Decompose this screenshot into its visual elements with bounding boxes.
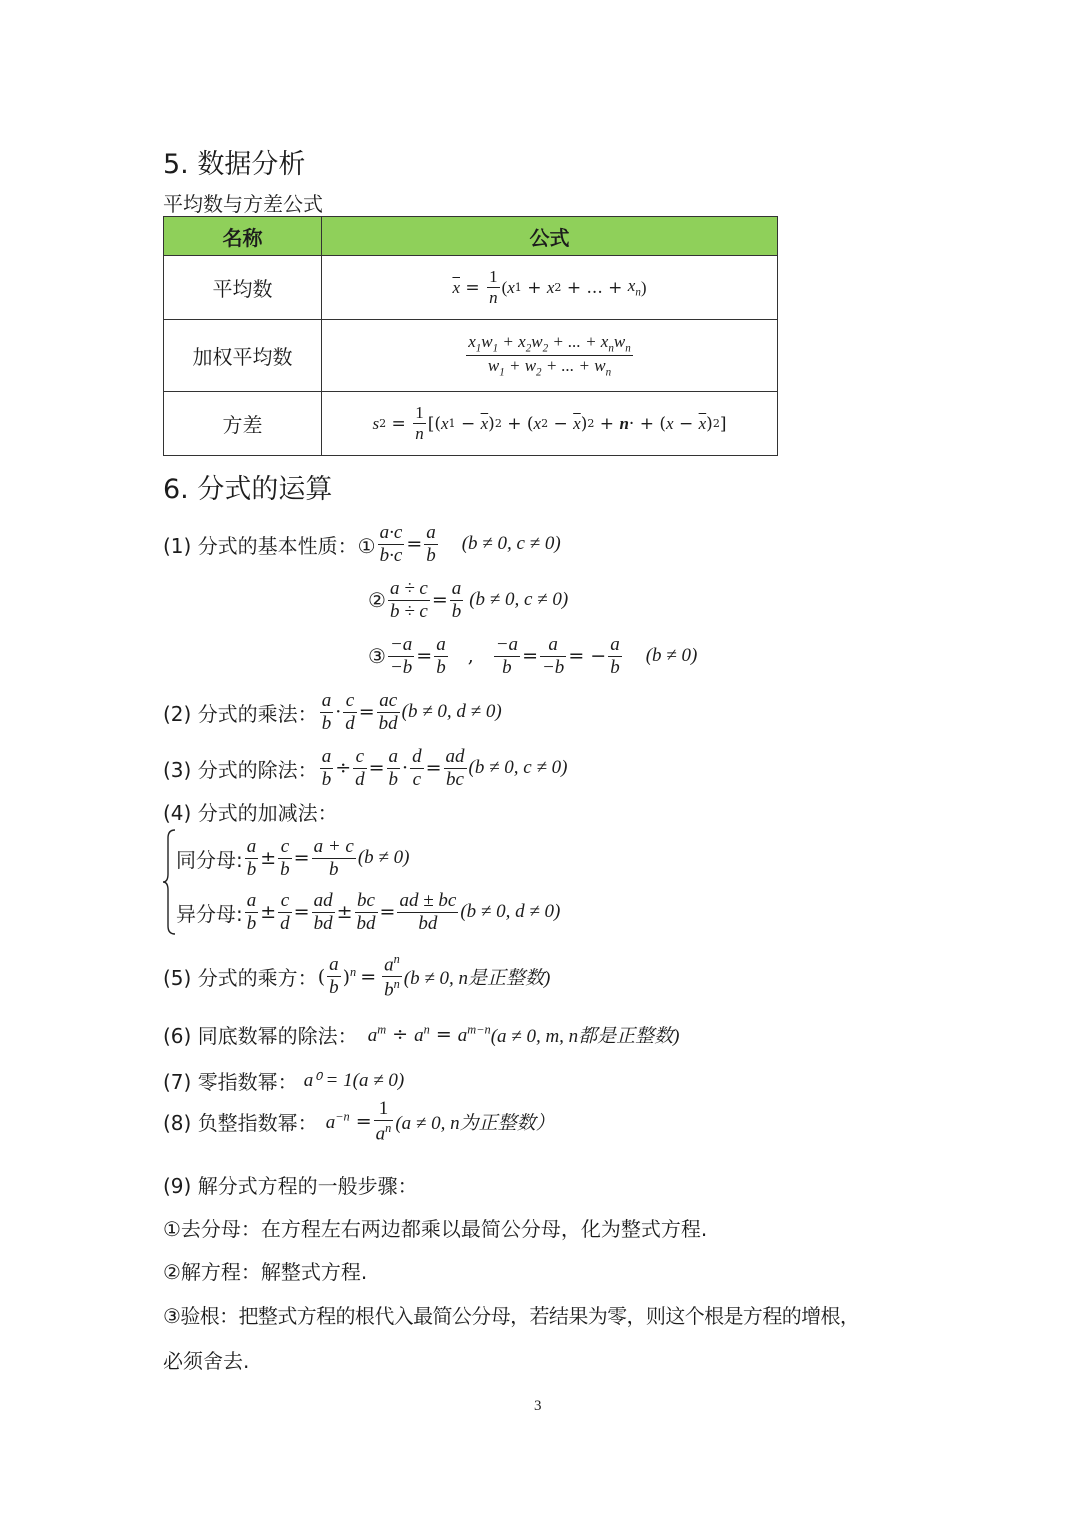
step-2: ②解方程：解整式方程.	[163, 1260, 368, 1284]
fraction-division: (3) 分式的除法： $\frac{a}{b}$ ÷ $\frac{c}{d}$ = $\frac{a}{b}$ · $\frac{d}{c}$ = $\frac{ad}{bc}$ (b ≠ 0, c ≠ 0)	[163, 746, 568, 790]
p8-cond: (a ≠ 0, n为正整数）	[395, 1113, 555, 1134]
different-denominator: 异分母: $\frac{a}{b}$ ± $\frac{c}{d}$ = $\frac{ad}{bd}$ ± $\frac{bc}{bd}$ = $\frac{ad \pm bc}{bd}$ (b ≠ 0, d ≠ 0)	[176, 890, 561, 934]
row-formula-weighted	[322, 320, 778, 392]
zero-exponent	[163, 1066, 404, 1095]
fraction-multiplication: (2) 分式的乘法： $\frac{a}{b}$ · $\frac{c}{d}$ = $\frac{ac}{bd}$ (b ≠ 0, d ≠ 0)	[163, 690, 502, 734]
row-name-weighted: 加权平均数	[164, 320, 322, 392]
page-number: 3	[534, 1398, 542, 1414]
p1-cond: (b ≠ 0, c ≠ 0)	[461, 533, 561, 555]
formula-table	[163, 216, 778, 456]
table-header-row	[164, 217, 778, 256]
p6-label: (6) 同底数幂的除法：	[163, 1024, 358, 1048]
p2-cond: (b ≠ 0, d ≠ 0)	[401, 701, 502, 723]
mean-formula: $\overline{x}$ = $\frac{1}{n}$ ( x 1 + x 2 + ... + $x_n$ )	[452, 267, 647, 307]
p4-same-cond: (b ≠ 0)	[357, 847, 410, 869]
header-name: 名称	[164, 217, 322, 256]
p4-label: (4) 分式的加减法：	[163, 801, 338, 825]
p3-cond: (b ≠ 0, c ≠ 0)	[468, 757, 568, 779]
p5-label: (5) 分式的乘方：	[163, 966, 318, 991]
same-denominator: 同分母: $\frac{a}{b}$ ± $\frac{c}{b}$ = $\frac{a + c}{b}$ (b ≠ 0)	[176, 836, 410, 880]
section-5-subtitle: 平均数与方差公式	[163, 192, 323, 216]
p1-label: (1) 分式的基本性质：①	[163, 533, 376, 558]
same-base-division: (6) 同底数幂的除法： $a^m \div a^n = a^{m-n}$ (a ≠ 0, m, n都是正整数)	[163, 1020, 680, 1049]
table-row	[164, 256, 778, 320]
section-5-title: 5. 数据分析	[163, 149, 306, 180]
row-formula-mean	[322, 256, 778, 320]
table-row	[164, 320, 778, 392]
p6-cond: (a ≠ 0, m, n都是正整数)	[490, 1026, 680, 1047]
fraction-property-2: ② $\frac{a \div c}{b \div c}$ = $\frac{a}{b}$ (b ≠ 0, c ≠ 0)	[368, 578, 569, 622]
step-3b: 必须舍去.	[163, 1349, 250, 1373]
p7-formula: a⁰ = 1(a ≠ 0)	[303, 1070, 405, 1091]
p4-same-label: 同分母:	[176, 847, 243, 872]
negative-exponent: (8) 负整指数幂： $a^{-n}$ = $\frac{1}{a^n}$ (a ≠ 0, n为正整数）	[163, 1098, 555, 1145]
header-formula: 公式	[322, 217, 778, 256]
p1c-label: ③	[368, 644, 386, 669]
p4-diff-cond: (b ≠ 0, d ≠ 0)	[460, 901, 561, 923]
p2-label: (2) 分式的乘法：	[163, 701, 318, 726]
fraction-property-3: ③ $\frac{-a}{-b}$ = $\frac{a}{b}$ , $\frac{-a}{b}$ = $\frac{a}{-b}$ = − $\frac{a}{b}$ (b ≠ 0)	[368, 634, 698, 678]
fraction-property-1: (1) 分式的基本性质：① $\frac{a\cdot c}{b\cdot c}$ = $\frac{a}{b}$ (b ≠ 0, c ≠ 0)	[163, 522, 561, 566]
row-formula-variance	[322, 392, 778, 456]
p1b-label: ②	[368, 588, 386, 613]
p5-cond: (b ≠ 0, n是正整数)	[403, 968, 551, 990]
section-6-title: 6. 分式的运算	[163, 474, 333, 505]
p4-diff-label: 异分母:	[176, 901, 243, 926]
row-name-variance: 方差	[164, 392, 322, 456]
p1b-cond: (b ≠ 0, c ≠ 0)	[469, 589, 569, 611]
p8-label: (8) 负整指数幂：	[163, 1111, 318, 1135]
step-3a: ③验根：把整式方程的根代入最简公分母，若结果为零，则这个根是方程的增根，	[163, 1304, 860, 1328]
table-row	[164, 392, 778, 456]
weighted-mean-formula: $\frac{x_1w_1 + x_2w_2 + ... + x_nw_n}{w_1 + w_2 + ... + w_n}$	[468, 331, 631, 379]
p1c-cond: (b ≠ 0)	[645, 645, 698, 667]
p7-label: (7) 零指数幂：	[163, 1070, 298, 1094]
step-1: ①去分母：在方程左右两边都乘以最简公分母，化为整式方程.	[163, 1217, 708, 1241]
fraction-power: (5) 分式的乘方： ( $\frac{a}{b}$ )$^n$ = $\frac{a^n}{b^n}$ (b ≠ 0, n是正整数)	[163, 952, 551, 1001]
p9-label: (9) 解分式方程的一般步骤：	[163, 1174, 418, 1198]
p3-label: (3) 分式的除法：	[163, 757, 318, 782]
variance-formula: s 2 = $\frac{1}{n}$ [( x 1 − $\overline{x}$ ) 2 + ( x 2 − $\overline{x}$ ) 2 + n · + ( x − $\overline{x}$ ) 2 ]	[372, 403, 727, 443]
row-name-mean: 平均数	[164, 256, 322, 320]
